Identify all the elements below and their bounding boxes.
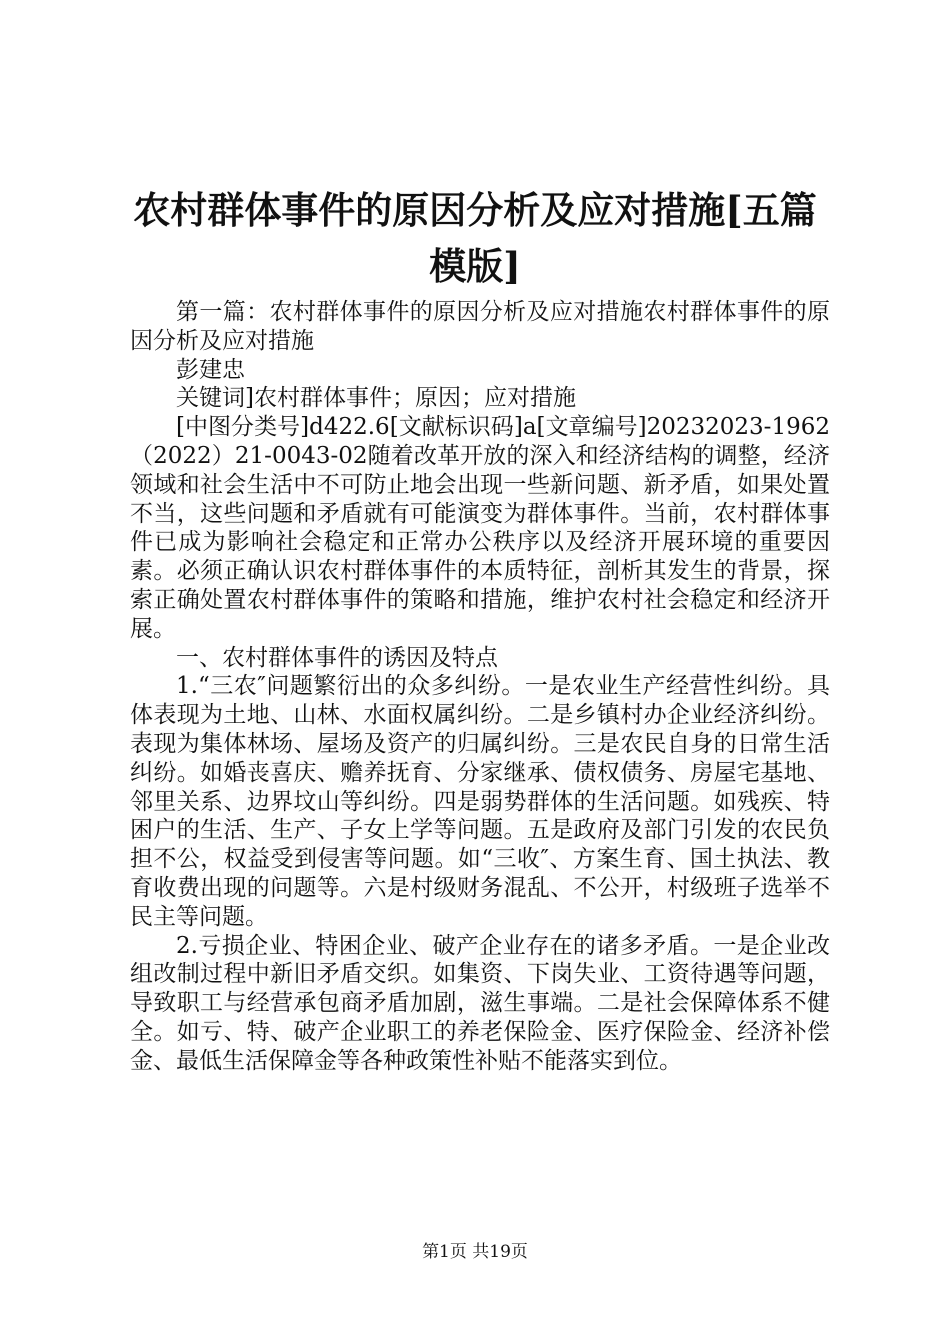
paragraph-author: 彭建忠 xyxy=(176,356,245,383)
page-number-footer: 第1页 共19页 xyxy=(422,1242,528,1262)
paragraph-keywords: 关键词]农村群体事件；原因；应对措施 xyxy=(176,385,576,412)
document-title: 农村群体事件的原因分析及应对措施[五篇模版] xyxy=(133,188,817,288)
paragraph-point-2: 2.亏损企业、特困企业、破产企业存在的诸多矛盾。一是企业改组改制过程中新旧矛盾交织。如集资、下岗失业、工资待遇等问题，导致职工与经营承包商矛盾加剧，滋生事端。二是社会保障体系不健全。如亏、特、破产企业职工的养老保险金、医疗保险金、经济补偿金、最低生活保障金等各种政策性补贴不能落实到位。 xyxy=(130,932,830,1074)
paragraph-section-heading: 一、农村群体事件的诱因及特点 xyxy=(176,644,498,671)
paragraph-heading-part-one: 第一篇：农村群体事件的原因分析及应对措施农村群体事件的原因分析及应对措施 xyxy=(130,299,830,354)
document-body xyxy=(130,298,830,1076)
paragraph-intro: [中图分类号]d422.6[文献标识码]a[文章编号]20232023-1962（2022）21-0043-02随着改革开放的深入和经济结构的调整，经济领域和社会生活中不可防止地会出现一些新问题、新矛盾，如果处置不当，这些问题和矛盾就有可能演变为群体事件。当前，农村群体事件已成为影响社会稳定和正常办公秩序以及经济开展环境的重要因素。必须正确认识农村群体事件的本质特征，剖析其发生的背景，探索正确处置农村群体事件的策略和措施，维护农村社会稳定和经济开展。 xyxy=(130,414,830,642)
paragraph-point-1: 1.“三农″问题繁衍出的众多纠纷。一是农业生产经营性纠纷。具体表现为土地、山林、水面权属纠纷。二是乡镇村办企业经济纠纷。表现为集体林场、屋场及资产的归属纠纷。三是农民自身的日常生活纠纷。如婚丧喜庆、赡养抚育、分家继承、债权债务、房屋宅基地、邻里关系、边界坟山等纠纷。四是弱势群体的生活问题。如残疾、特困户的生活、生产、子女上学等问题。五是政府及部门引发的农民负担不公，权益受到侵害等问题。如“三收″、方案生育、国土执法、教育收费出现的问题等。六是村级财务混乱、不公开，村级班子选举不民主等问题。 xyxy=(130,673,830,930)
